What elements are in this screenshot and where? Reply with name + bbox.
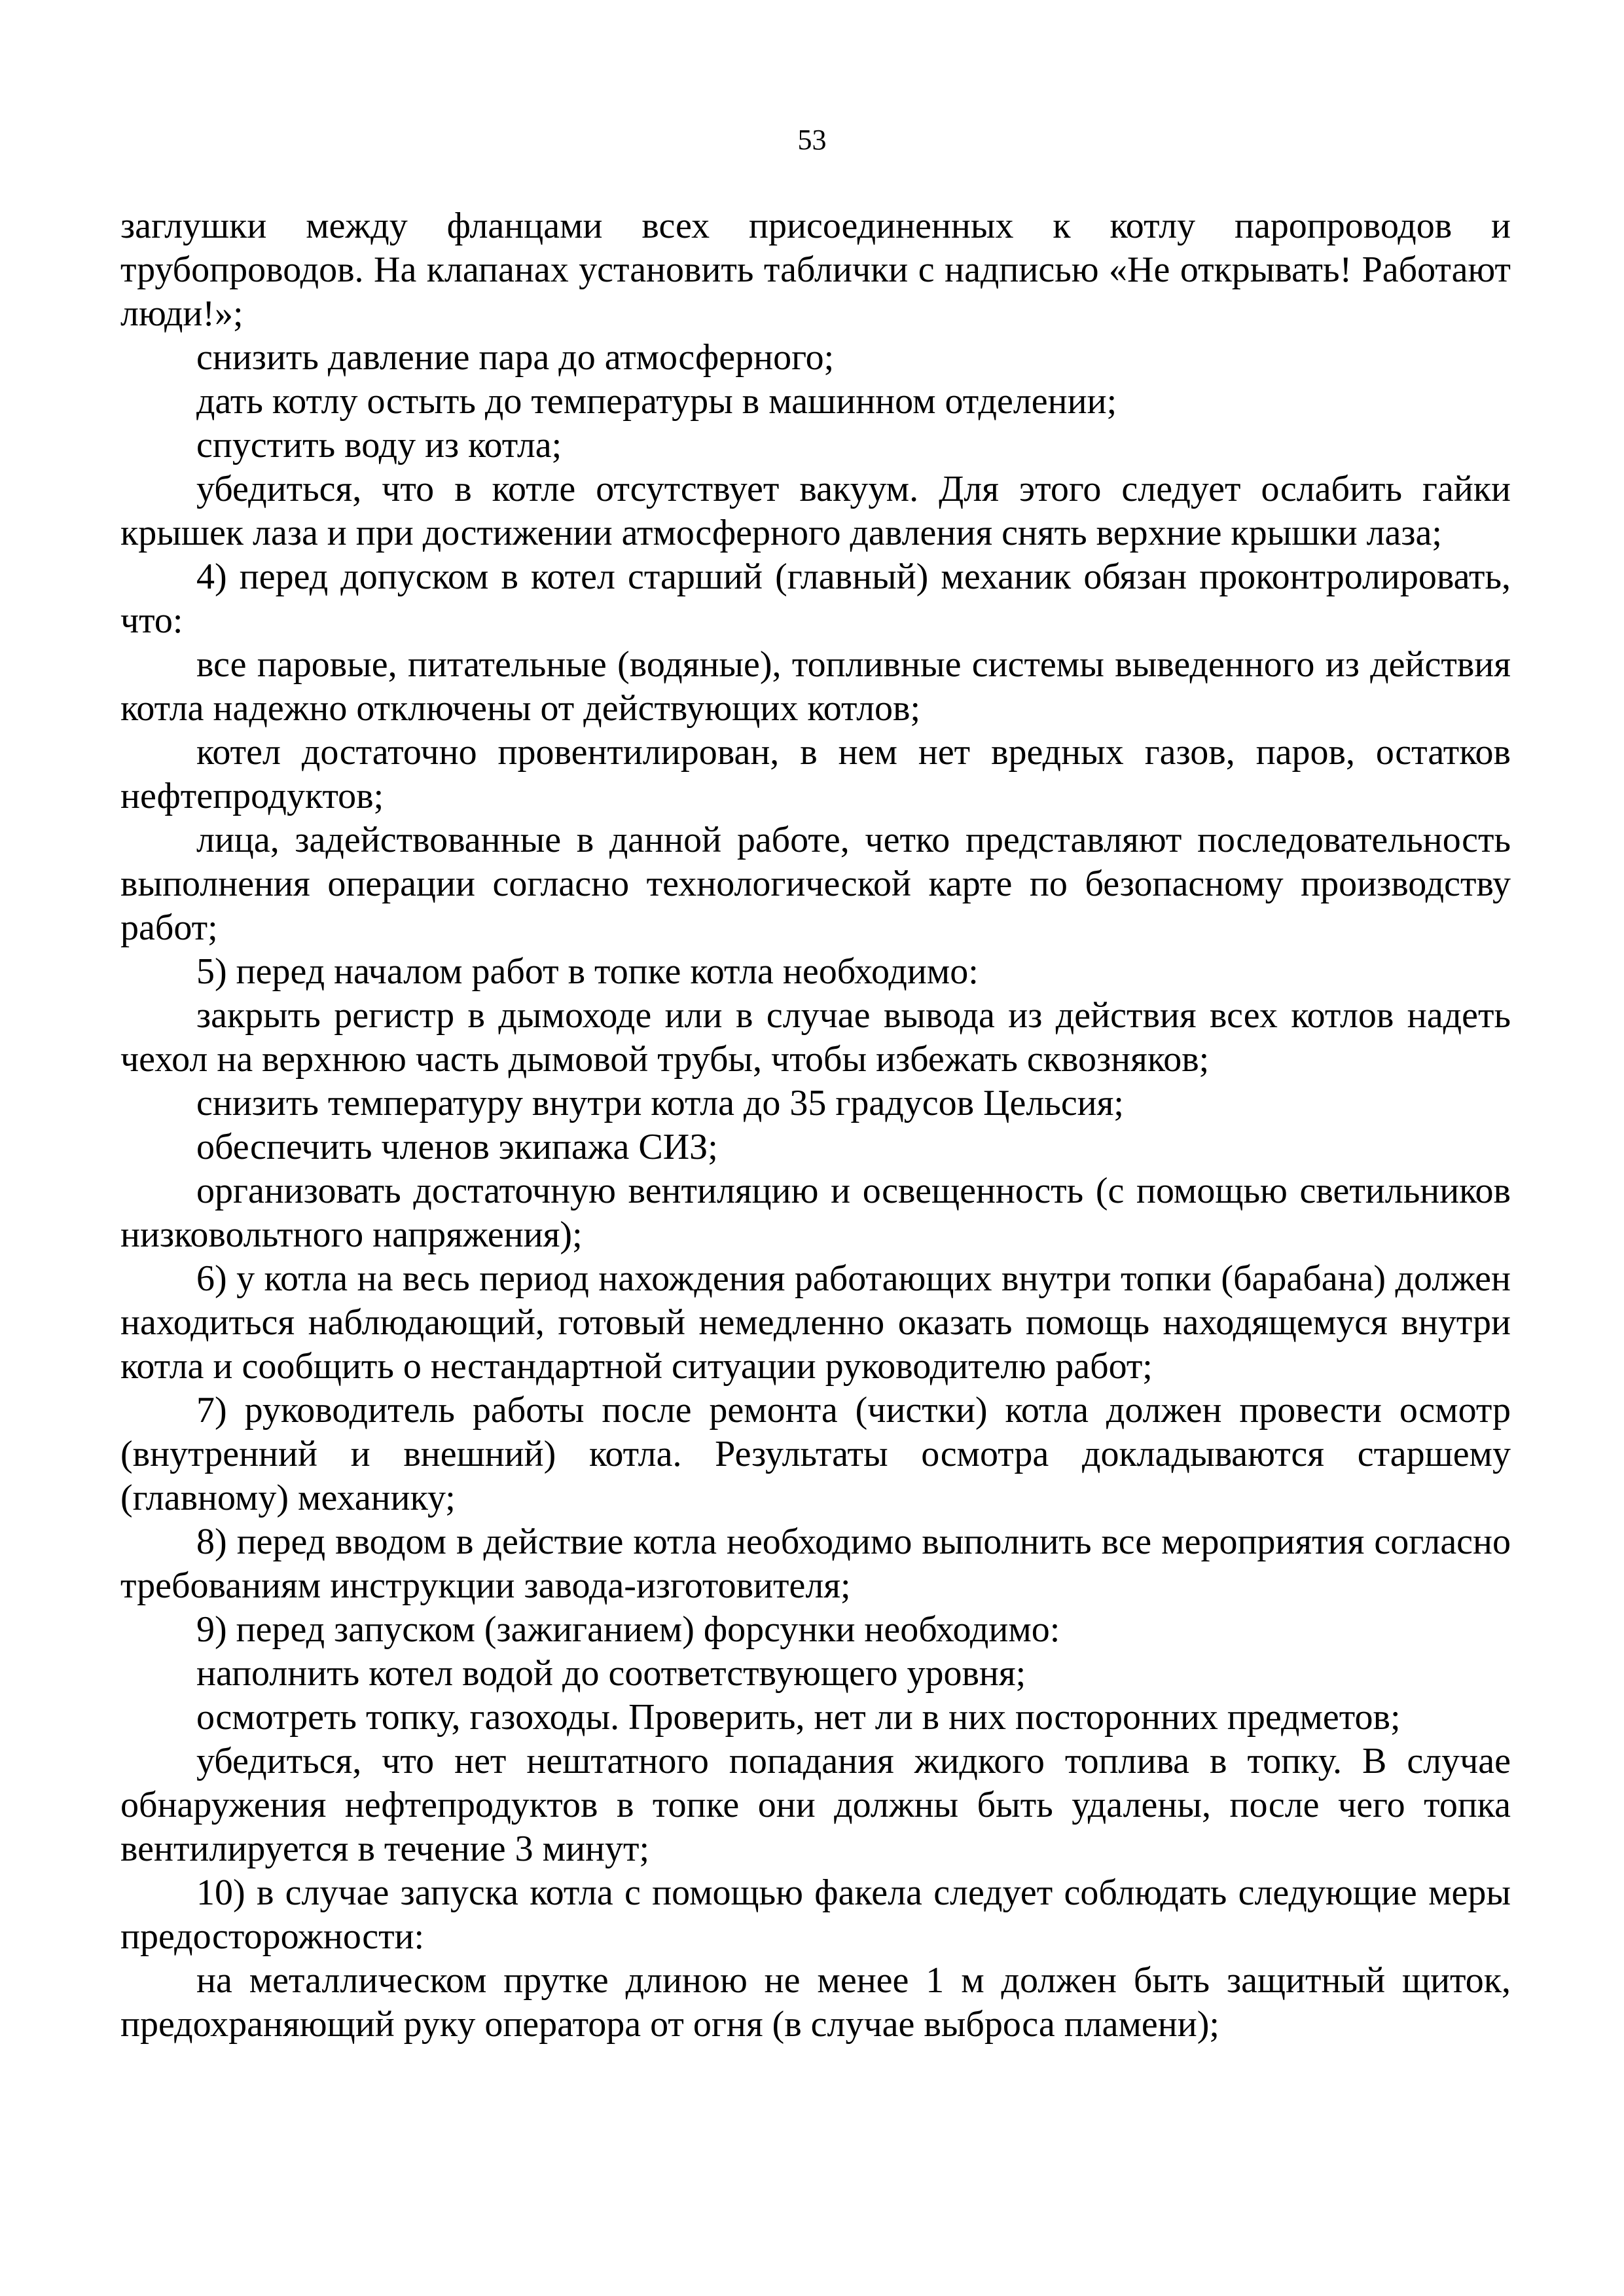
paragraph-23: на металлическом прутке длиною не менее 1 м должен быть защитный щиток, предохраняющий руку оператора от огня (в случае выброса пламени); bbox=[120, 1960, 1511, 2045]
paragraph-5: убедиться, что в котле отсутствует вакуум. Для этого следует ослабить гайки крышек лаза и при достижении атмосферного давления снять верхние крышки лаза; bbox=[120, 469, 1511, 553]
paragraph-4: спустить воду из котла; bbox=[196, 425, 562, 465]
paragraph-3: дать котлу остыть до температуры в машинном отделении; bbox=[196, 381, 1117, 422]
paragraph-12: снизить температуру внутри котла до 35 градусов Цельсия; bbox=[196, 1083, 1124, 1123]
paragraph-13: обеспечить членов экипажа СИЗ; bbox=[196, 1127, 718, 1167]
paragraph-22: 10) в случае запуска котла с помощью факела следует соблюдать следующие меры предосторожности: bbox=[120, 1872, 1511, 1957]
paragraph-21: убедиться, что нет нештатного попадания жидкого топлива в топку. В случае обнаружения нефтепродуктов в топке они должны быть удалены, после чего топка вентилируется в течение 3 минут; bbox=[120, 1741, 1511, 1869]
paragraph-11: закрыть регистр в дымоходе или в случае вывода из действия всех котлов надеть чехол на верхнюю часть дымовой трубы, чтобы избежать сквозняков; bbox=[120, 995, 1511, 1080]
paragraph-15: 6) у котла на весь период нахождения работающих внутри топки (барабана) должен находиться наблюдающий, готовый немедленно оказать помощь находящемуся внутри котла и сообщить о нестандартной ситуации руководителю работ; bbox=[120, 1258, 1511, 1387]
paragraph-14: организовать достаточную вентиляцию и освещенность (с помощью светильников низковольтного напряжения); bbox=[120, 1171, 1511, 1255]
paragraph-9: лица, задействованные в данной работе, четко представляют последовательность выполнения операции согласно технологической карте по безопасному производству работ; bbox=[120, 820, 1511, 948]
paragraph-10: 5) перед началом работ в топке котла необходимо: bbox=[196, 951, 979, 992]
paragraph-19: наполнить котел водой до соответствующего уровня; bbox=[196, 1653, 1026, 1694]
paragraph-18: 9) перед запуском (зажиганием) форсунки необходимо: bbox=[196, 1609, 1060, 1650]
paragraph-6: 4) перед допуском в котел старший (главный) механик обязан проконтролировать, что: bbox=[120, 556, 1511, 641]
paragraph-17: 8) перед вводом в действие котла необходимо выполнить все мероприятия согласно требованиям инструкции завода-изготовителя; bbox=[120, 1522, 1511, 1606]
document-body bbox=[120, 204, 1511, 2047]
page-number: 53 bbox=[797, 124, 827, 156]
paragraph-1: заглушки между фланцами всех присоединенных к котлу паропроводов и трубопроводов. На клапанах установить таблички с надписью «Не открывать! Работают люди!»; bbox=[120, 206, 1511, 334]
paragraph-2: снизить давление пара до атмосферного; bbox=[196, 337, 835, 378]
paragraph-20: осмотреть топку, газоходы. Проверить, нет ли в них посторонних предметов; bbox=[196, 1697, 1401, 1738]
paragraph-7: все паровые, питательные (водяные), топливные системы выведенного из действия котла надежно отключены от действующих котлов; bbox=[120, 644, 1511, 729]
paragraph-8: котел достаточно провентилирован, в нем нет вредных газов, паров, остатков нефтепродуктов; bbox=[120, 732, 1511, 816]
paragraph-16: 7) руководитель работы после ремонта (чистки) котла должен провести осмотр (внутренний и внешний) котла. Результаты осмотра докладываются старшему (главному) механику; bbox=[120, 1390, 1511, 1518]
